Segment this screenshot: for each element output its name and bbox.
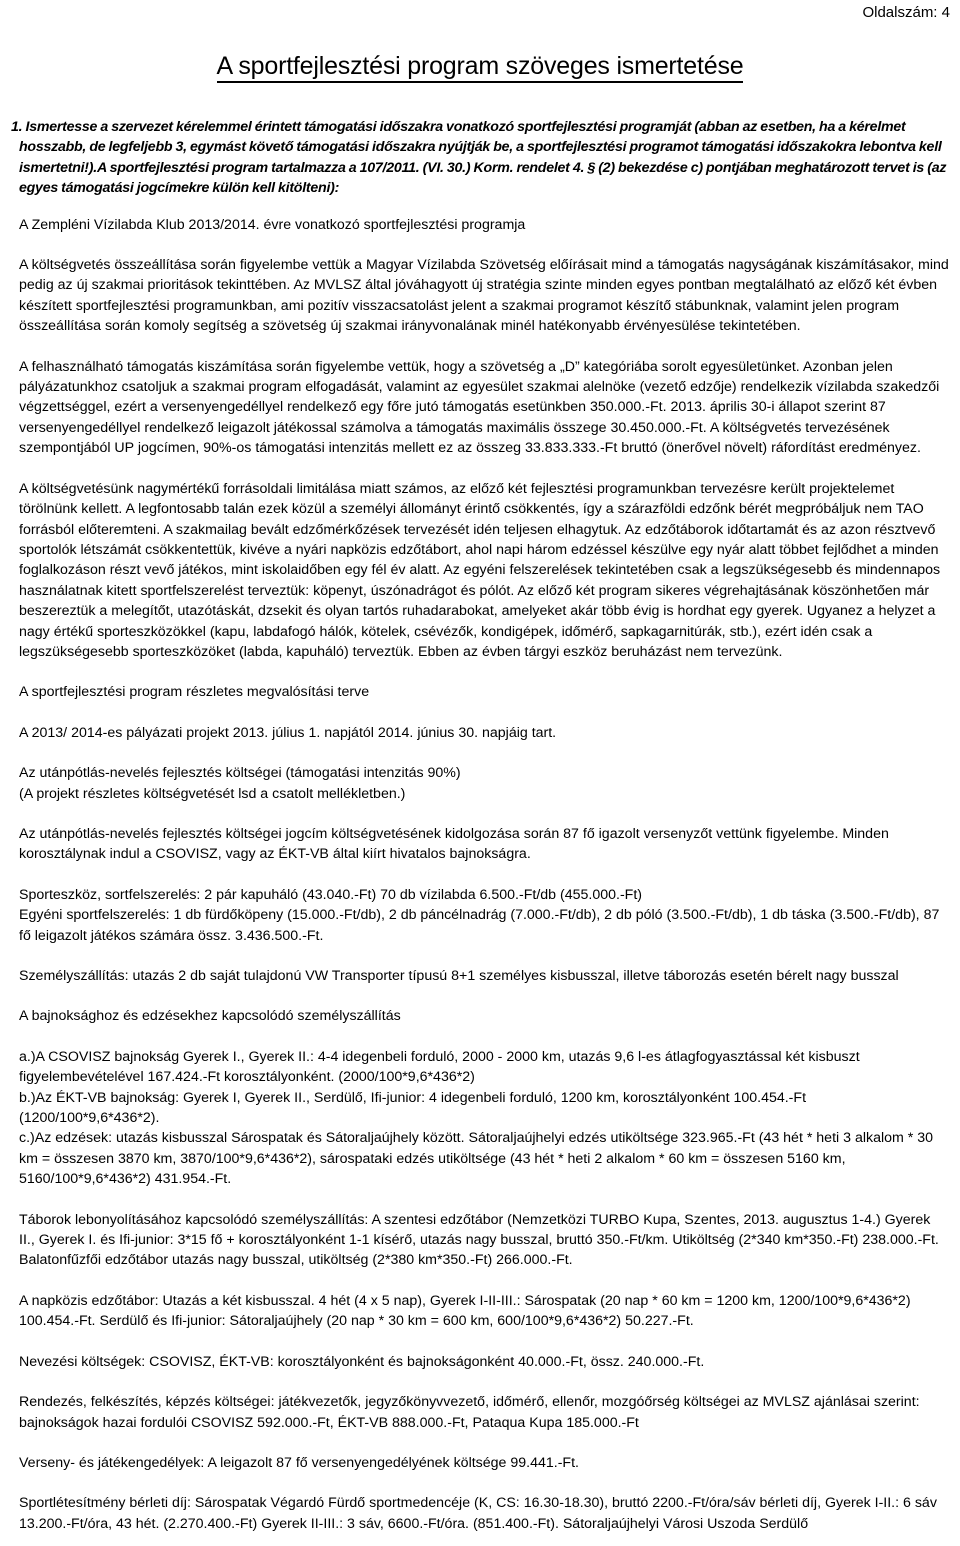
body-paragraph: A Zempléni Vízilabda Klub 2013/2014. évre vonatkozó sportfejlesztési programja [19, 216, 526, 233]
body-paragraph: Sportlétesítmény bérleti díj: Sárospatak Végardó Fürdő sportmedencéje (K, CS: 16.30-18.30), bruttó 2200.-Ft/óra/sáv bérleti díj, Gyerek I-II.: 6 sáv 13.200.-Ft/óra, 43 hét. (2.270.400.-Ft) Gyerek II-III.: 3 sáv, 6600.-Ft/óra. (851.400.-Ft). Sátoraljaújhelyi Városi Uszoda Serdülő [19, 1495, 937, 1532]
paragraph-spacer [19, 703, 949, 723]
paragraph-spacer [19, 1190, 949, 1210]
page-title [0, 52, 960, 81]
paragraph-spacer [19, 1332, 949, 1352]
paragraph-spacer [19, 804, 949, 824]
body-paragraph: A felhasználható támogatás kiszámítása során figyelembe vettük, hogy a szövetség a „D” kategóriába sorolt egyesületünket. Azonban jelen pályázatunkhoz csatoljuk a szakmai program elfogadását, valamint az egyesület szakmai alelnöke (vezető edzője) rendelkezik vízilabda szakedzői végzettséggel, ezért a versenyengedéllyel rendelkező egy főre jutó támogatás esetünkben 350.000.-Ft. 2013. április 30-i állapot szerint 87 versenyengedéllyel rendelkező leigazolt játékossal számolva a támogatás maximális összege 30.450.000.-Ft. A költségvetés tervezésének szempontjából UP jogcímen, 90%-os támogatási intenzitás mellett ez az összeg 33.833.333.-Ft bruttó (önerővel növelt) ráfordítást eredményez. [19, 358, 940, 457]
body-paragraph: Rendezés, felkészítés, képzés költségei: játékvezetők, jegyzőkönyvvezető, időmérő, ellenőr, mozgóőrség költségei az MVLSZ ajánlásai szerint: bajnokságok hazai fordulói CSOVISZ 592.000.-Ft, ÉKT-VB 888.000.-Ft, Pataqua Kupa 185.000.-Ft [19, 1394, 920, 1431]
body-paragraph: A költségvetés összeállítása során figyelembe vettük a Magyar Vízilabda Szövetség előírásait mind a támogatás nagyságának kiszámításakor, mind pedig az új szakmai prioritások tekinttében. Az MVLSZ által jóváhagyott új stratégia szinte minden egyes pontban megtalálható az előző két évben készített sportfejlesztési programunkban, ami pozitív visszacsatolást jelent a szakmai programot készítő stábunknak, valamint jelen program összeállítása során komoly segítség a szövetség új szakmai irányvonalának minél hatékonyabb érvényesülése tekintetében. [19, 257, 949, 335]
instruction-paragraph: 1. Ismertesse a szervezet kérelemmel érintett támogatási időszakra vonatkozó sportfejlesztési programját (abban az esetben, ha a kérelmet hosszabb, de legfeljebb 3, egymást követő támogatási időszakra nyújtják be, a sportfejlesztési programot támogatási időszakokra lebontva kell ismertetni!).A sportfejlesztési program tartalmazza a 107/2011. (VI. 30.) Korm. rendelet 4. § (2) bekezdése c) pontjában meghatározott tervet is (az egyes támogatási jogcímekre külön kell kitölteni): [11, 119, 947, 197]
paragraph-spacer [19, 743, 949, 763]
body-paragraph: A költségvetésünk nagymértékű forrásoldali limitálása miatt számos, az előző két fejlesztési programunkban tervezésre került projektelemet törölnünk kellett. A legfontosabb talán ezek közül a személyi állományt érintő csökkentés, így a szárazföldi edzőnk bérét megpróbáljuk nem TAO forrásból előteremteni. A szakmailag bevált edzőmérkőzések tervezését idén teljesen elhagytuk. Az edzőtáborok időtartamát és az azon résztvevő sportolók létszámát csökkentettük, kivéve a nyári napközis edzőtábort, ahol napi három edzéssel készülve egy nyár alatt többet fejlődhet a minden foglalkozáson részt vevő játékos, mint iskolaidőben egy fél év alatt. Az egyéni felszerelések tekintetében csak a legszükségesebb és mindennapos használatnak kitett sportfelszerelést terveztük: köpenyt, úszónadrágot és pólót. Az előző két program sikeres végrehajtásának köszönhetően már beszereztük a melegítőt, utazótáskát, dzsekit és olyan tartós ruhadarabokat, amelyeket akár több évig is hordhat egy gyerek. Ugyanez a helyzet a nagy értékű sporteszközökkel (kapu, labdafogó hálók, kötelek, csévézők, kondigépek, időmérő, sapkagarnitúrák, stb.), ezért idén csak a legszükségesebb sporteszközöket (labda, kapuháló) terveztük. Ebben az évben tárgyi eszköz beruházást nem tervezünk. [19, 480, 941, 660]
paragraph-spacer [19, 1027, 949, 1047]
body-paragraph: Sporteszköz, sortfelszerelés: 2 pár kapuháló (43.040.-Ft) 70 db vízilabda 6.500.-Ft/db (455.000.-Ft) [19, 886, 642, 903]
paragraph-spacer [19, 1271, 949, 1291]
body-paragraph: A sportfejlesztési program részletes megvalósítási terve [19, 684, 370, 701]
paragraph-spacer [19, 662, 949, 682]
body-paragraph: a.)A CSOVISZ bajnokság Gyerek I., Gyerek II.: 4-4 idegenbeli forduló, 2000 - 2000 km, utazás 9,6 l-es átlagfogyasztással két kisbuszt figyelembevételével 167.424.-Ft korosztályonként. (2000/100*9,6*436*2) [19, 1048, 860, 1086]
paragraph-spacer [19, 459, 949, 479]
body-paragraph: Az utánpótlás-nevelés fejlesztés költségei jogcím költségvetésének kidolgozása során 87 fő igazolt versenyzőt vettünk figyelembe. Minden korosztálynak indul a CSOVISZ, vagy az ÉKT-VB által kiírt hivatalos bajnokságra. [19, 825, 889, 863]
page-number: Oldalszám: 4 [862, 4, 950, 21]
body-paragraph: A bajnoksághoz és edzésekhez kapcsolódó személyszállítás [19, 1008, 401, 1025]
paragraph-spacer [19, 1433, 949, 1453]
body-paragraph: b.)Az ÉKT-VB bajnokság: Gyerek I, Gyerek II., Serdülő, Ifi-junior: 4 idegenbeli forduló, 1200 km, korosztályonként 100.454.-Ft (1200/100*9,6*436*2). [19, 1089, 807, 1127]
page-title-text: A sportfejlesztési program szöveges ismertetése [217, 52, 744, 83]
paragraph-spacer [19, 986, 949, 1006]
document-body [11, 117, 949, 1534]
paragraph-spacer [19, 1372, 949, 1392]
paragraph-spacer [19, 946, 949, 966]
body-paragraph: c.)Az edzések: utazás kisbusszal Sárospatak és Sátoraljaújhely között. Sátoraljaújhelyi edzés utiköltsége 323.965.-Ft (43 hét * heti 3 alkalom * 30 km = összesen 3870 km, 3870/100*9,6*436*2), sárospataki edzés utiköltsége (43 hét * heti 2 alkalom * 60 km = összesen 5160 km, 5160/100*9,6*436*2) 431.954.-Ft. [19, 1130, 934, 1188]
paragraph-spacer [19, 337, 949, 357]
body-paragraph: Verseny- és játékengedélyek: A leigazolt 87 fő versenyengedélyének költsége 99.441.-Ft. [19, 1454, 579, 1471]
paragraph-spacer [19, 235, 949, 255]
paragraph-spacer [19, 1473, 949, 1493]
body-paragraph: Az utánpótlás-nevelés fejlesztés költségei (támogatási intenzitás 90%) [19, 765, 461, 782]
body-paragraph: A napközis edzőtábor: Utazás a két kisbusszal. 4 hét (4 x 5 nap), Gyerek I-II-III.: Sárospatak (20 nap * 60 km = 1200 km, 1200/100*9,6*436*2) 100.454.-Ft. Serdülő és Ifi-junior: Sátoraljaújhely (20 nap * 30 km = 600 km, 600/100*9,6*436*2) 50.227.-Ft. [19, 1292, 911, 1330]
body-paragraph: Személyszállítás: utazás 2 db saját tulajdonú VW Transporter típusú 8+1 személyes kisbusszal, illetve táborozás esetén bérelt nagy busszal [19, 968, 899, 984]
paragraph-spacer [19, 865, 949, 885]
body-paragraph: (A projekt részletes költségvetését lsd a csatolt mellékletben.) [19, 785, 406, 802]
body-paragraphs [19, 215, 949, 1535]
body-paragraph: A 2013/ 2014-es pályázati projekt 2013. július 1. napjától 2014. június 30. napjáig tart. [19, 724, 557, 741]
body-paragraph: Nevezési költségek: CSOVISZ, ÉKT-VB: korosztályonként és bajnokságonként 40.000.-Ft, össz. 240.000.-Ft. [19, 1353, 705, 1370]
body-paragraph: Egyéni sportfelszerelés: 1 db fürdőköpeny (15.000.-Ft/db), 2 db páncélnadrág (7.000.-Ft/db), 2 db póló (3.500.-Ft/db), 1 db táska (3.500.-Ft/db), 87 fő leigazolt játékos számára össz. 3.436.500.-Ft. [19, 907, 940, 944]
body-paragraph: Táborok lebonyolításához kapcsolódó személyszállítás: A szentesi edzőtábor (Nemzetközi TURBO Kupa, Szentes, 2013. augusztus 1-4.) Gyerek II., Gyerek I. és Ifi-junior: 3*15 fő + korosztályonként 1-1 kísérő, utazás nagy busszal, bruttó 350.-Ft/km. Utiköltség (2*340 km*350.-Ft) 238.000.-Ft. Balatonfűzfői edzőtábor utazás nagy busszal, utiköltség (2*380 km*350.-Ft) 266.000.-Ft. [19, 1211, 939, 1269]
